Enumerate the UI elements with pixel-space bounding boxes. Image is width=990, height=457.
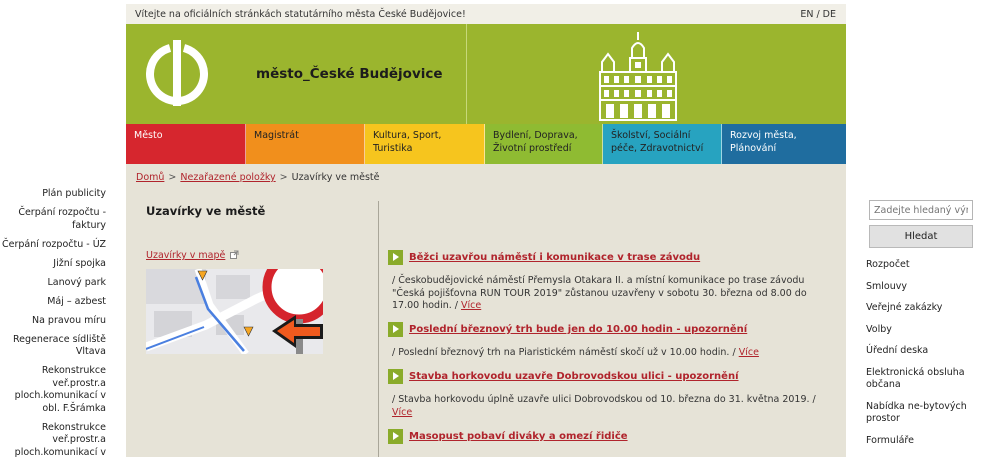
left-sidebar-item[interactable]: Na pravou míru [31,314,106,326]
main-navigation [126,124,846,164]
news-summary-text: / Poslední březnový trh na Piaristickém náměstí skočí už v 10.00 hodin. / [392,347,736,358]
news-more-link[interactable]: Více [738,347,759,358]
header-divider [466,24,467,124]
right-sidebar-link[interactable]: Rozpočet [866,259,910,270]
left-sidebar-item[interactable]: Čerpání rozpočtu - faktury [18,207,106,231]
city-name-title[interactable] [256,66,443,82]
right-sidebar-link[interactable]: Formuláře [866,434,914,446]
city-name: České Budějovice [309,66,443,82]
nav-item-6[interactable]: Rozvoj města, Plánování [722,124,846,164]
breadcrumb-separator: > [168,172,177,183]
closures-map-link[interactable]: Uzavírky v mapě [146,250,226,261]
nav-item-3[interactable]: Kultura, Sport, Turistika [365,124,485,164]
right-sidebar-link[interactable]: Veřejné zakázky [866,302,943,313]
right-sidebar-link[interactable]: Elektronická obsluha občana [866,366,965,390]
nav-item-2[interactable]: Magistrát [246,124,365,164]
right-sidebar-link[interactable]: Nabídka ne-bytových prostor [866,400,967,424]
news-summary [392,394,832,419]
left-sidebar-item[interactable]: Plán publicity [42,188,106,199]
nav-item-5[interactable]: Školství, Sociální péče, Zdravotnictví [603,124,722,164]
nav-item-1[interactable]: Město [126,124,246,164]
arrow-right-icon [388,429,403,444]
search-button[interactable]: Hledat [869,225,973,248]
closures-map-thumbnail[interactable] [146,269,323,354]
nav-item-4[interactable]: Bydlení, Doprava, Životní prostředí [485,124,603,164]
townhall-icon [596,30,680,122]
news-title-row [388,322,747,337]
news-summary [392,275,832,313]
right-sidebar-links [866,259,990,456]
news-title-row [388,369,739,384]
main-content [126,164,846,457]
page-title: Uzavírky ve městě [146,204,266,218]
city-logo-icon[interactable] [146,40,208,106]
welcome-text: Vítejte na oficiálních stránkách statutárního města České Budějovice! [135,9,466,20]
news-title-link[interactable]: Běžci uzavřou náměstí i komunikace v trase závodu [409,252,701,263]
news-title-link[interactable]: Stavba horkovodu uzavře Dobrovodskou ulici - upozornění [409,371,739,382]
site-header [126,24,846,124]
news-title-row [388,250,700,265]
news-summary-text: / Stavba horkovodu úplně uzavře ulici Dobrovodskou od 10. března do 31. května 2019. / [392,394,816,405]
left-sidebar-item[interactable]: Lanový park [47,276,106,288]
breadcrumb-category[interactable]: Nezařazené položky [180,172,276,183]
left-sidebar-item[interactable]: Rekonstrukce veř.prostr.a ploch.komunikací v [14,421,106,457]
breadcrumb-separator: > [279,172,288,183]
arrow-right-icon [388,322,403,337]
right-sidebar-link[interactable]: Smlouvy [866,280,908,292]
news-title-link[interactable]: Masopust pobaví diváky a omezí řidiče [409,431,628,442]
column-divider [378,201,379,457]
city-prefix: město_ [256,66,310,82]
right-sidebar-link[interactable]: Úřední deska [866,345,929,356]
left-sidebar-item[interactable]: Máj – azbest [47,295,106,307]
news-title-row [388,429,628,444]
breadcrumb-home[interactable]: Domů [136,172,165,183]
news-more-link[interactable]: Více [461,300,482,311]
left-sidebar-item[interactable]: Regenerace sídliště Vltava [13,333,106,357]
news-more-link[interactable]: Více [392,406,413,418]
welcome-bar [126,4,846,24]
left-sidebar-item[interactable]: Jižní spojka [53,257,106,269]
search-input[interactable] [869,200,973,220]
breadcrumb-current: Uzavírky ve městě [291,172,380,183]
left-sidebar-item[interactable]: Čerpání rozpočtu - ÚZ [2,238,106,250]
arrow-right-icon [388,250,403,265]
arrow-right-icon [388,369,403,384]
external-link-icon [230,250,239,259]
news-summary [392,347,832,360]
news-summary-text: / Českobudějovické náměstí Přemysla Otakara II. a místní komunikace po trase závodu "Česká pojišťovna RUN TOUR 2019" zůstanou uzavřeny v sobotu 30. března od 8.00 do 17.00 hodin. / [392,275,807,311]
breadcrumb [136,172,379,183]
map-link-wrapper [146,250,239,261]
left-sidebar-item[interactable]: Rekonstrukce veř.prostr.a ploch.komunikací v obl. F.Šrámka [14,365,106,414]
news-title-link[interactable]: Poslední březnový trh bude jen do 10.00 hodin - upozornění [409,324,748,335]
right-sidebar-link[interactable]: Volby [866,323,892,335]
left-sidebar [0,188,106,457]
language-switch[interactable]: EN / DE [800,9,836,20]
